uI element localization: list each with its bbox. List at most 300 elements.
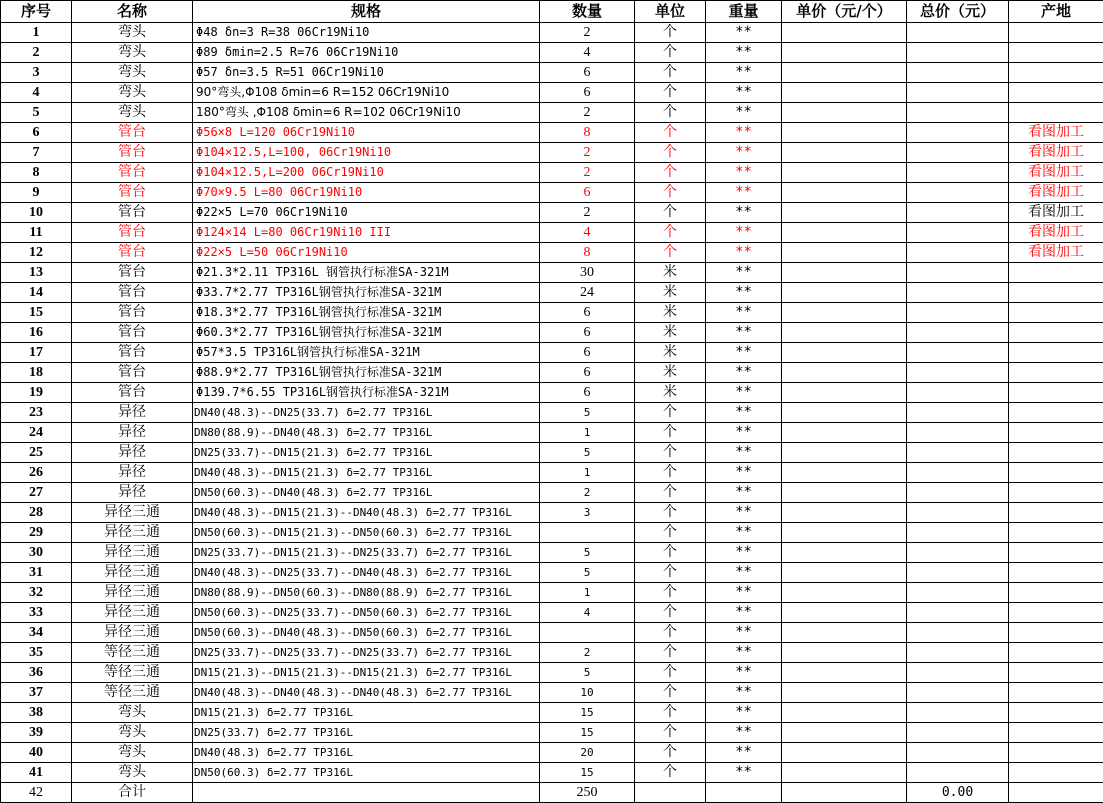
cell-origin[interactable]: 看图加工 — [1009, 243, 1103, 263]
cell-no[interactable]: 6 — [1, 123, 72, 143]
cell-spec[interactable]: Φ57 δn=3.5 R=51 06Cr19Ni10 — [193, 63, 540, 83]
cell-spec[interactable]: DN40(48.3)--DN15(21.3) δ=2.77 TP316L — [193, 463, 540, 483]
cell-unit-price[interactable] — [782, 463, 907, 483]
cell-name[interactable]: 异径三通 — [72, 563, 193, 583]
cell-weight[interactable]: ** — [706, 163, 782, 183]
cell-unit[interactable]: 个 — [635, 643, 706, 663]
cell-spec[interactable]: Φ104×12.5,L=200 06Cr19Ni10 — [193, 163, 540, 183]
header-origin[interactable]: 产地 — [1009, 1, 1103, 23]
cell-unit-price[interactable] — [782, 743, 907, 763]
header-no[interactable]: 序号 — [1, 1, 72, 23]
cell-unit-price[interactable] — [782, 263, 907, 283]
cell-total-price[interactable] — [907, 23, 1009, 43]
cell-origin[interactable] — [1009, 463, 1103, 483]
cell-origin[interactable] — [1009, 583, 1103, 603]
cell-weight[interactable]: ** — [706, 323, 782, 343]
cell-unit[interactable]: 个 — [635, 463, 706, 483]
cell-name[interactable]: 异径 — [72, 403, 193, 423]
cell-origin[interactable] — [1009, 603, 1103, 623]
cell-name[interactable]: 管台 — [72, 303, 193, 323]
cell-unit[interactable]: 个 — [635, 103, 706, 123]
cell-origin[interactable] — [1009, 483, 1103, 503]
cell-weight[interactable]: ** — [706, 363, 782, 383]
cell-total-price[interactable] — [907, 483, 1009, 503]
cell-unit-price[interactable] — [782, 223, 907, 243]
cell-no[interactable]: 4 — [1, 83, 72, 103]
cell-no[interactable]: 27 — [1, 483, 72, 503]
cell-qty[interactable]: 1 — [540, 423, 635, 443]
cell-unit-price[interactable] — [782, 323, 907, 343]
cell-unit-price[interactable] — [782, 443, 907, 463]
cell-origin[interactable] — [1009, 723, 1103, 743]
cell-no[interactable]: 17 — [1, 343, 72, 363]
cell-origin[interactable] — [1009, 763, 1103, 783]
cell-total-price[interactable] — [907, 743, 1009, 763]
cell-spec[interactable]: DN80(88.9)--DN50(60.3)--DN80(88.9) δ=2.77 TP316L — [193, 583, 540, 603]
cell-spec[interactable]: Φ124×14 L=80 06Cr19Ni10 III — [193, 223, 540, 243]
cell-unit-price[interactable] — [782, 703, 907, 723]
cell-name[interactable]: 管台 — [72, 283, 193, 303]
cell-origin[interactable] — [1009, 543, 1103, 563]
cell-weight[interactable]: ** — [706, 43, 782, 63]
header-unit[interactable]: 单位 — [635, 1, 706, 23]
cell-origin[interactable] — [1009, 623, 1103, 643]
cell-name[interactable]: 管台 — [72, 363, 193, 383]
cell-qty[interactable]: 6 — [540, 63, 635, 83]
cell-total-price[interactable] — [907, 83, 1009, 103]
cell-origin[interactable]: 看图加工 — [1009, 223, 1103, 243]
cell-qty[interactable]: 2 — [540, 163, 635, 183]
cell-unit-price[interactable] — [782, 243, 907, 263]
cell-name[interactable]: 异径 — [72, 443, 193, 463]
cell-no[interactable]: 16 — [1, 323, 72, 343]
cell-name[interactable]: 异径三通 — [72, 503, 193, 523]
cell-unit[interactable]: 个 — [635, 603, 706, 623]
cell-weight[interactable]: ** — [706, 223, 782, 243]
cell-spec[interactable]: 90°弯头,Φ108 δmin=6 R=152 06Cr19Ni10 — [193, 83, 540, 103]
cell-spec[interactable]: DN40(48.3) δ=2.77 TP316L — [193, 743, 540, 763]
cell-total-price[interactable] — [907, 683, 1009, 703]
cell-no[interactable]: 19 — [1, 383, 72, 403]
cell-unit-price[interactable] — [782, 183, 907, 203]
cell-spec[interactable]: Φ60.3*2.77 TP316L钢管执行标准SA-321M — [193, 323, 540, 343]
cell-no[interactable]: 34 — [1, 623, 72, 643]
cell-origin[interactable] — [1009, 563, 1103, 583]
cell-weight[interactable]: ** — [706, 483, 782, 503]
cell-unit[interactable]: 个 — [635, 63, 706, 83]
cell-weight[interactable]: ** — [706, 743, 782, 763]
cell-no[interactable]: 35 — [1, 643, 72, 663]
cell-total-price[interactable] — [907, 603, 1009, 623]
cell-unit[interactable]: 个 — [635, 743, 706, 763]
cell-name[interactable]: 异径三通 — [72, 523, 193, 543]
cell-total-price[interactable] — [907, 123, 1009, 143]
cell-qty[interactable]: 8 — [540, 123, 635, 143]
cell-qty[interactable]: 4 — [540, 43, 635, 63]
cell-weight[interactable]: ** — [706, 123, 782, 143]
header-unit-price[interactable]: 单价（元/个） — [782, 1, 907, 23]
cell-unit[interactable]: 个 — [635, 763, 706, 783]
cell-spec[interactable]: DN50(60.3)--DN40(48.3) δ=2.77 TP316L — [193, 483, 540, 503]
cell-total-price[interactable] — [907, 243, 1009, 263]
cell-total-price[interactable] — [907, 463, 1009, 483]
cell-no[interactable]: 26 — [1, 463, 72, 483]
cell-origin[interactable] — [1009, 403, 1103, 423]
cell-qty[interactable]: 6 — [540, 343, 635, 363]
cell-name[interactable]: 管台 — [72, 143, 193, 163]
cell-origin[interactable] — [1009, 643, 1103, 663]
cell-total-price[interactable] — [907, 183, 1009, 203]
cell-no[interactable]: 13 — [1, 263, 72, 283]
cell-name[interactable]: 异径 — [72, 463, 193, 483]
cell-no[interactable]: 1 — [1, 23, 72, 43]
cell-spec[interactable]: DN40(48.3)--DN25(33.7) δ=2.77 TP316L — [193, 403, 540, 423]
cell-spec[interactable]: DN50(60.3)--DN15(21.3)--DN50(60.3) δ=2.77 TP316L — [193, 523, 540, 543]
cell-unit[interactable]: 个 — [635, 623, 706, 643]
cell-unit[interactable]: 米 — [635, 343, 706, 363]
cell-qty[interactable]: 5 — [540, 543, 635, 563]
cell-no[interactable]: 32 — [1, 583, 72, 603]
cell-origin[interactable] — [1009, 703, 1103, 723]
cell-qty[interactable]: 5 — [540, 563, 635, 583]
header-spec[interactable]: 规格 — [193, 1, 540, 23]
cell-origin[interactable] — [1009, 43, 1103, 63]
cell-total-price[interactable] — [907, 543, 1009, 563]
cell-name[interactable]: 弯头 — [72, 43, 193, 63]
cell-name[interactable]: 弯头 — [72, 103, 193, 123]
cell-name[interactable]: 异径三通 — [72, 583, 193, 603]
cell-weight[interactable]: ** — [706, 343, 782, 363]
cell-total-price[interactable] — [907, 703, 1009, 723]
cell-origin[interactable] — [1009, 63, 1103, 83]
cell-qty[interactable]: 2 — [540, 143, 635, 163]
cell-name[interactable]: 管台 — [72, 263, 193, 283]
cell-weight[interactable]: ** — [706, 103, 782, 123]
cell-unit-price[interactable] — [782, 143, 907, 163]
cell-qty[interactable] — [540, 623, 635, 643]
cell-name[interactable]: 异径 — [72, 483, 193, 503]
cell-unit[interactable]: 个 — [635, 163, 706, 183]
cell-weight[interactable]: ** — [706, 583, 782, 603]
cell-qty[interactable]: 4 — [540, 603, 635, 623]
cell-unit[interactable]: 个 — [635, 83, 706, 103]
header-total-price[interactable]: 总价（元） — [907, 1, 1009, 23]
cell-name[interactable]: 弯头 — [72, 763, 193, 783]
cell-qty[interactable]: 2 — [540, 23, 635, 43]
cell-total-price[interactable] — [907, 383, 1009, 403]
cell-weight[interactable]: ** — [706, 403, 782, 423]
cell-qty[interactable]: 15 — [540, 723, 635, 743]
cell-spec[interactable]: 180°弯头 ,Φ108 δmin=6 R=102 06Cr19Ni10 — [193, 103, 540, 123]
cell-spec[interactable]: Φ33.7*2.77 TP316L钢管执行标准SA-321M — [193, 283, 540, 303]
cell-total-price[interactable] — [907, 203, 1009, 223]
cell-weight[interactable]: ** — [706, 203, 782, 223]
cell-no[interactable]: 31 — [1, 563, 72, 583]
cell-weight[interactable]: ** — [706, 443, 782, 463]
cell-unit[interactable]: 个 — [635, 23, 706, 43]
cell-name[interactable]: 管台 — [72, 163, 193, 183]
cell-name[interactable]: 管台 — [72, 243, 193, 263]
cell-qty[interactable]: 2 — [540, 643, 635, 663]
cell-weight[interactable]: ** — [706, 683, 782, 703]
cell-unit-price[interactable] — [782, 523, 907, 543]
cell-origin[interactable] — [1009, 683, 1103, 703]
cell-unit-price[interactable] — [782, 643, 907, 663]
cell-no[interactable]: 5 — [1, 103, 72, 123]
total-label[interactable]: 合计 — [72, 783, 193, 803]
cell-qty[interactable]: 1 — [540, 583, 635, 603]
cell-unit-price[interactable] — [782, 43, 907, 63]
cell-unit[interactable]: 米 — [635, 323, 706, 343]
cell-qty[interactable]: 15 — [540, 703, 635, 723]
cell-unit-price[interactable] — [782, 83, 907, 103]
cell-unit-price[interactable] — [782, 683, 907, 703]
cell-unit-price[interactable] — [782, 663, 907, 683]
cell-spec[interactable]: Φ22×5 L=70 06Cr19Ni10 — [193, 203, 540, 223]
cell-unit-price[interactable] — [782, 723, 907, 743]
cell-name[interactable]: 等径三通 — [72, 663, 193, 683]
cell-unit-price[interactable] — [782, 563, 907, 583]
cell-unit[interactable]: 个 — [635, 583, 706, 603]
cell-origin[interactable] — [1009, 303, 1103, 323]
cell-name[interactable]: 管台 — [72, 183, 193, 203]
cell-origin[interactable] — [1009, 103, 1103, 123]
cell-origin[interactable]: 看图加工 — [1009, 163, 1103, 183]
cell-no[interactable]: 18 — [1, 363, 72, 383]
cell-weight[interactable]: ** — [706, 563, 782, 583]
cell-unit-price[interactable] — [782, 283, 907, 303]
cell-name[interactable]: 管台 — [72, 383, 193, 403]
cell-total-price[interactable] — [907, 763, 1009, 783]
cell-total-price[interactable] — [907, 723, 1009, 743]
cell-total-price[interactable] — [907, 63, 1009, 83]
cell-no[interactable]: 24 — [1, 423, 72, 443]
cell-unit[interactable]: 个 — [635, 243, 706, 263]
cell-origin[interactable] — [1009, 503, 1103, 523]
cell-no[interactable]: 37 — [1, 683, 72, 703]
cell-qty[interactable]: 10 — [540, 683, 635, 703]
cell-weight[interactable]: ** — [706, 703, 782, 723]
cell-unit[interactable]: 个 — [635, 703, 706, 723]
cell-name[interactable]: 弯头 — [72, 723, 193, 743]
cell-weight[interactable]: ** — [706, 763, 782, 783]
cell-origin[interactable] — [1009, 343, 1103, 363]
cell-total-price[interactable] — [907, 643, 1009, 663]
header-qty[interactable]: 数量 — [540, 1, 635, 23]
cell-weight[interactable]: ** — [706, 283, 782, 303]
cell-weight[interactable]: ** — [706, 543, 782, 563]
cell-total-price[interactable] — [907, 423, 1009, 443]
cell-origin[interactable] — [1009, 23, 1103, 43]
cell-name[interactable]: 弯头 — [72, 743, 193, 763]
cell-name[interactable]: 弯头 — [72, 63, 193, 83]
cell-no[interactable]: 33 — [1, 603, 72, 623]
cell-unit[interactable]: 个 — [635, 123, 706, 143]
cell-no[interactable]: 2 — [1, 43, 72, 63]
cell-name[interactable]: 弯头 — [72, 703, 193, 723]
cell-weight[interactable]: ** — [706, 23, 782, 43]
cell-weight[interactable]: ** — [706, 423, 782, 443]
cell-unit-price[interactable] — [782, 543, 907, 563]
cell-name[interactable]: 管台 — [72, 203, 193, 223]
total-origin-cell[interactable] — [1009, 783, 1103, 803]
cell-qty[interactable]: 1 — [540, 463, 635, 483]
cell-spec[interactable]: Φ22×5 L=50 06Cr19Ni10 — [193, 243, 540, 263]
cell-weight[interactable]: ** — [706, 243, 782, 263]
cell-weight[interactable]: ** — [706, 663, 782, 683]
cell-unit[interactable]: 米 — [635, 383, 706, 403]
cell-qty[interactable]: 2 — [540, 203, 635, 223]
cell-qty[interactable]: 5 — [540, 663, 635, 683]
cell-spec[interactable]: Φ104×12.5,L=100, 06Cr19Ni10 — [193, 143, 540, 163]
cell-total-price[interactable] — [907, 363, 1009, 383]
cell-origin[interactable] — [1009, 283, 1103, 303]
cell-total-price[interactable] — [907, 663, 1009, 683]
cell-qty[interactable] — [540, 523, 635, 543]
cell-weight[interactable]: ** — [706, 623, 782, 643]
cell-qty[interactable]: 6 — [540, 83, 635, 103]
cell-unit-price[interactable] — [782, 343, 907, 363]
cell-total-price[interactable] — [907, 403, 1009, 423]
cell-spec[interactable]: Φ18.3*2.77 TP316L钢管执行标准SA-321M — [193, 303, 540, 323]
cell-unit[interactable]: 个 — [635, 223, 706, 243]
cell-total-price[interactable] — [907, 343, 1009, 363]
cell-no[interactable]: 41 — [1, 763, 72, 783]
cell-unit-price[interactable] — [782, 423, 907, 443]
cell-origin[interactable]: 看图加工 — [1009, 203, 1103, 223]
cell-unit-price[interactable] — [782, 123, 907, 143]
header-name[interactable]: 名称 — [72, 1, 193, 23]
cell-unit[interactable]: 个 — [635, 563, 706, 583]
cell-spec[interactable]: DN50(60.3) δ=2.77 TP316L — [193, 763, 540, 783]
cell-spec[interactable]: DN40(48.3)--DN40(48.3)--DN40(48.3) δ=2.77 TP316L — [193, 683, 540, 703]
cell-name[interactable]: 等径三通 — [72, 683, 193, 703]
cell-unit[interactable]: 米 — [635, 303, 706, 323]
total-weight-cell[interactable] — [706, 783, 782, 803]
cell-total-price[interactable] — [907, 223, 1009, 243]
cell-unit[interactable]: 米 — [635, 263, 706, 283]
cell-unit[interactable]: 个 — [635, 403, 706, 423]
cell-spec[interactable]: Φ56×8 L=120 06Cr19Ni10 — [193, 123, 540, 143]
cell-no[interactable]: 9 — [1, 183, 72, 203]
cell-weight[interactable]: ** — [706, 143, 782, 163]
cell-unit-price[interactable] — [782, 303, 907, 323]
cell-weight[interactable]: ** — [706, 723, 782, 743]
cell-origin[interactable] — [1009, 363, 1103, 383]
cell-no[interactable]: 12 — [1, 243, 72, 263]
cell-spec[interactable]: DN25(33.7)--DN15(21.3)--DN25(33.7) δ=2.77 TP316L — [193, 543, 540, 563]
cell-qty[interactable]: 24 — [540, 283, 635, 303]
cell-name[interactable]: 异径三通 — [72, 543, 193, 563]
cell-name[interactable]: 等径三通 — [72, 643, 193, 663]
cell-unit[interactable]: 米 — [635, 283, 706, 303]
cell-unit[interactable]: 个 — [635, 143, 706, 163]
cell-name[interactable]: 异径 — [72, 423, 193, 443]
cell-total-price[interactable] — [907, 323, 1009, 343]
cell-qty[interactable]: 6 — [540, 363, 635, 383]
cell-weight[interactable]: ** — [706, 83, 782, 103]
cell-total-price[interactable] — [907, 623, 1009, 643]
cell-qty[interactable]: 6 — [540, 183, 635, 203]
cell-name[interactable]: 弯头 — [72, 23, 193, 43]
cell-unit-price[interactable] — [782, 603, 907, 623]
cell-qty[interactable]: 5 — [540, 443, 635, 463]
cell-no[interactable]: 14 — [1, 283, 72, 303]
cell-unit[interactable]: 个 — [635, 663, 706, 683]
cell-unit-price[interactable] — [782, 63, 907, 83]
cell-weight[interactable]: ** — [706, 383, 782, 403]
total-qty[interactable]: 250 — [540, 783, 635, 803]
cell-no[interactable]: 29 — [1, 523, 72, 543]
cell-unit-price[interactable] — [782, 363, 907, 383]
cell-unit-price[interactable] — [782, 483, 907, 503]
cell-weight[interactable]: ** — [706, 643, 782, 663]
cell-unit-price[interactable] — [782, 503, 907, 523]
cell-name[interactable]: 异径三通 — [72, 603, 193, 623]
cell-name[interactable]: 管台 — [72, 343, 193, 363]
cell-spec[interactable]: Φ70×9.5 L=80 06Cr19Ni10 — [193, 183, 540, 203]
cell-origin[interactable] — [1009, 83, 1103, 103]
cell-weight[interactable]: ** — [706, 183, 782, 203]
cell-spec[interactable]: DN80(88.9)--DN40(48.3) δ=2.77 TP316L — [193, 423, 540, 443]
cell-weight[interactable]: ** — [706, 603, 782, 623]
cell-qty[interactable]: 15 — [540, 763, 635, 783]
cell-name[interactable]: 管台 — [72, 323, 193, 343]
cell-name[interactable]: 管台 — [72, 223, 193, 243]
cell-no[interactable]: 36 — [1, 663, 72, 683]
total-spec-cell[interactable] — [193, 783, 540, 803]
cell-unit[interactable]: 个 — [635, 483, 706, 503]
cell-name[interactable]: 弯头 — [72, 83, 193, 103]
cell-origin[interactable]: 看图加工 — [1009, 123, 1103, 143]
total-price[interactable]: 0.00 — [907, 783, 1009, 803]
cell-no[interactable]: 28 — [1, 503, 72, 523]
cell-no[interactable]: 11 — [1, 223, 72, 243]
cell-origin[interactable]: 看图加工 — [1009, 143, 1103, 163]
cell-spec[interactable]: Φ48 δn=3 R=38 06Cr19Ni10 — [193, 23, 540, 43]
cell-total-price[interactable] — [907, 163, 1009, 183]
cell-no[interactable]: 15 — [1, 303, 72, 323]
cell-unit[interactable]: 个 — [635, 543, 706, 563]
cell-unit[interactable]: 个 — [635, 183, 706, 203]
cell-qty[interactable]: 4 — [540, 223, 635, 243]
cell-origin[interactable] — [1009, 443, 1103, 463]
cell-weight[interactable]: ** — [706, 523, 782, 543]
cell-unit[interactable]: 个 — [635, 683, 706, 703]
cell-spec[interactable]: Φ139.7*6.55 TP316L钢管执行标准SA-321M — [193, 383, 540, 403]
cell-unit[interactable]: 米 — [635, 363, 706, 383]
cell-no[interactable]: 38 — [1, 703, 72, 723]
cell-spec[interactable]: DN40(48.3)--DN25(33.7)--DN40(48.3) δ=2.77 TP316L — [193, 563, 540, 583]
cell-spec[interactable]: DN25(33.7)--DN15(21.3) δ=2.77 TP316L — [193, 443, 540, 463]
cell-unit[interactable]: 个 — [635, 203, 706, 223]
cell-total-price[interactable] — [907, 263, 1009, 283]
cell-name[interactable]: 异径三通 — [72, 623, 193, 643]
cell-total-price[interactable] — [907, 503, 1009, 523]
cell-weight[interactable]: ** — [706, 503, 782, 523]
total-unit-price-cell[interactable] — [782, 783, 907, 803]
cell-total-price[interactable] — [907, 43, 1009, 63]
cell-spec[interactable]: DN50(60.3)--DN40(48.3)--DN50(60.3) δ=2.77 TP316L — [193, 623, 540, 643]
cell-unit[interactable]: 个 — [635, 503, 706, 523]
cell-qty[interactable]: 6 — [540, 383, 635, 403]
cell-no[interactable]: 3 — [1, 63, 72, 83]
cell-no[interactable]: 8 — [1, 163, 72, 183]
header-weight[interactable]: 重量 — [706, 1, 782, 23]
cell-unit-price[interactable] — [782, 623, 907, 643]
cell-unit-price[interactable] — [782, 203, 907, 223]
cell-spec[interactable]: DN15(21.3)--DN15(21.3)--DN15(21.3) δ=2.77 TP316L — [193, 663, 540, 683]
